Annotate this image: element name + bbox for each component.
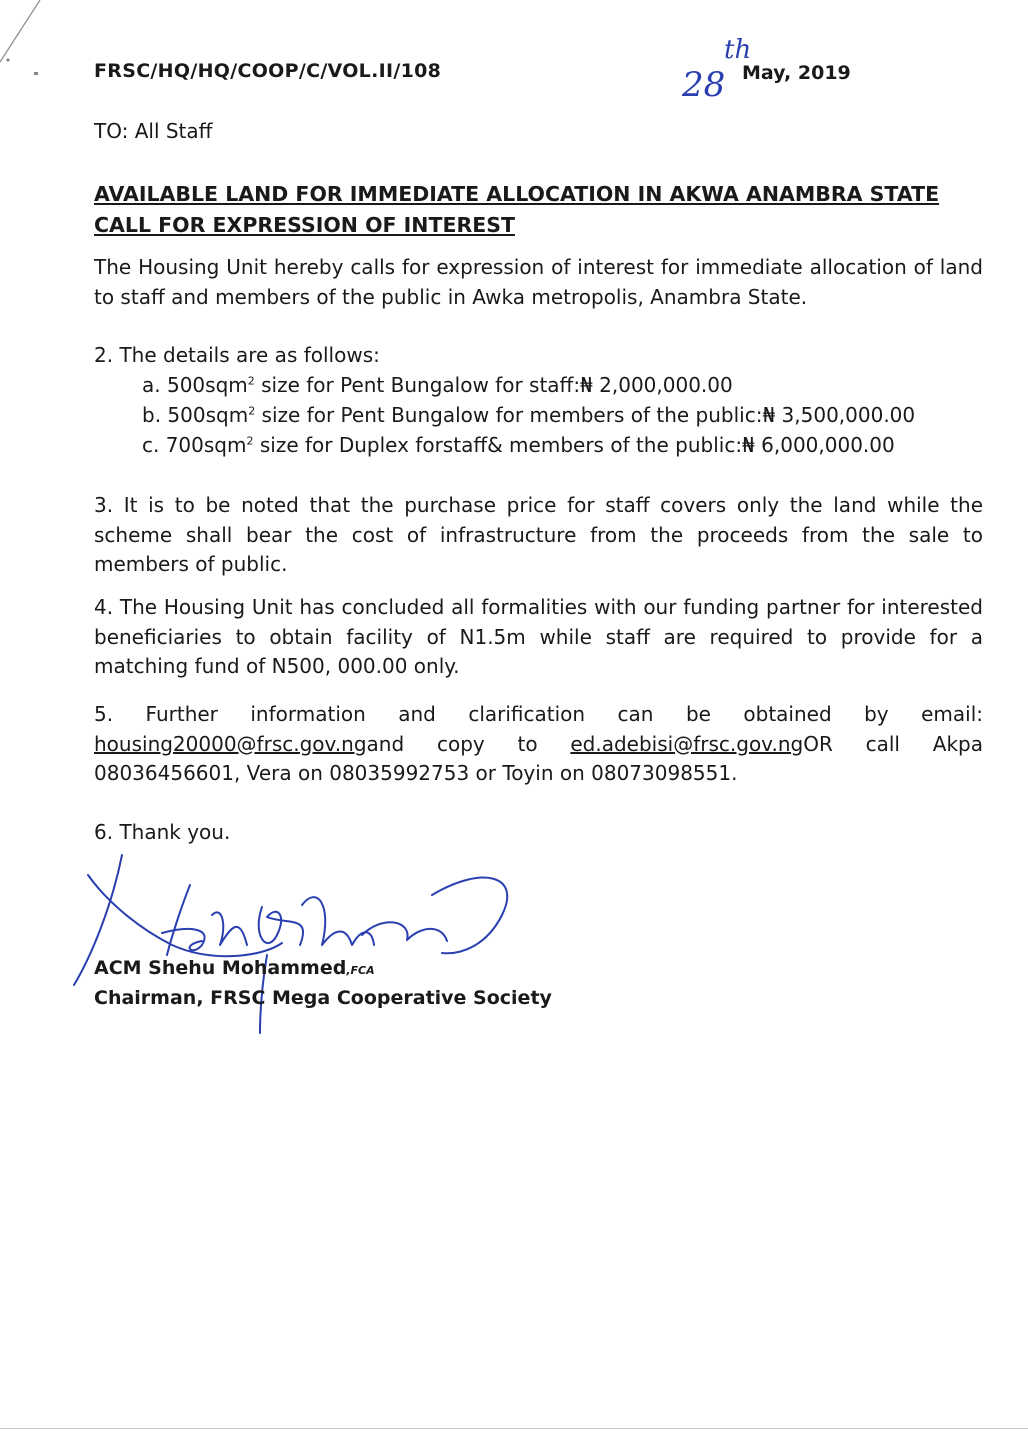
signatory-title: Chairman, FRSC Mega Cooperative Society <box>94 987 552 1009</box>
detail-item-c: c. 700sqm$^2$ size for Duplex forstaff& members of the public:₦ 6,000,000.00 <box>142 433 895 457</box>
memo-title-line-2: CALL FOR EXPRESSION OF INTEREST <box>94 213 515 237</box>
paragraph-5-line-1: 5. Further information and clarification can be obtained by email: <box>94 702 983 726</box>
addressee: TO: All Staff <box>94 119 213 143</box>
date-block <box>680 34 880 104</box>
paragraph-6: 6. Thank you. <box>94 820 231 844</box>
handwritten-day-suffix: th <box>724 35 752 65</box>
paragraph-5 <box>94 700 983 789</box>
paragraph-5-line-2: housing20000@frsc.gov.ngand copy to ed.adebisi@frsc.gov.ngOR call Akpa <box>94 731 983 756</box>
paragraph-4: 4. The Housing Unit has concluded all formalities with our funding partner for interested beneficiaries to obtain facility of N1.5m while staff are required to provide for a matching fund of N500, 000.00 only. <box>94 595 983 678</box>
signatory-name: ACM Shehu Mohammed,FCA <box>94 957 375 979</box>
scan-corner-mark <box>0 0 60 90</box>
paragraph-3: 3. It is to be noted that the purchase price for staff covers only the land while the scheme shall bear the cost of infrastructure from the proceeds from the sale to members of public. <box>94 493 983 576</box>
paragraph-1: The Housing Unit hereby calls for expression of interest for immediate allocation of land to staff and members of the public in Awka metropolis, Anambra State. <box>94 255 983 309</box>
printed-date: May, 2019 <box>742 62 851 84</box>
reference-number: FRSC/HQ/HQ/COOP/C/VOL.II/108 <box>94 60 442 82</box>
paragraph-5-line-3: 08036456601, Vera on 08035992753 or Toyin on 08073098551. <box>94 761 738 785</box>
details-list <box>142 370 915 460</box>
memo-title-line-1: AVAILABLE LAND FOR IMMEDIATE ALLOCATION IN AKWA ANAMBRA STATE <box>94 182 940 206</box>
memo-title <box>94 179 994 241</box>
paragraph-2-intro: 2. The details are as follows: <box>94 343 380 367</box>
scan-bottom-edge <box>0 1428 1028 1429</box>
handwritten-day: 28 <box>682 65 726 104</box>
email-link-adebisi[interactable]: ed.adebisi@frsc.gov.ng <box>570 731 804 756</box>
email-link-housing[interactable]: housing20000@frsc.gov.ng <box>94 731 367 756</box>
detail-item-a: a. 500sqm$^2$ size for Pent Bungalow for staff:₦ 2,000,000.00 <box>142 373 733 397</box>
detail-item-b: b. 500sqm$^2$ size for Pent Bungalow for members of the public:₦ 3,500,000.00 <box>142 403 916 427</box>
